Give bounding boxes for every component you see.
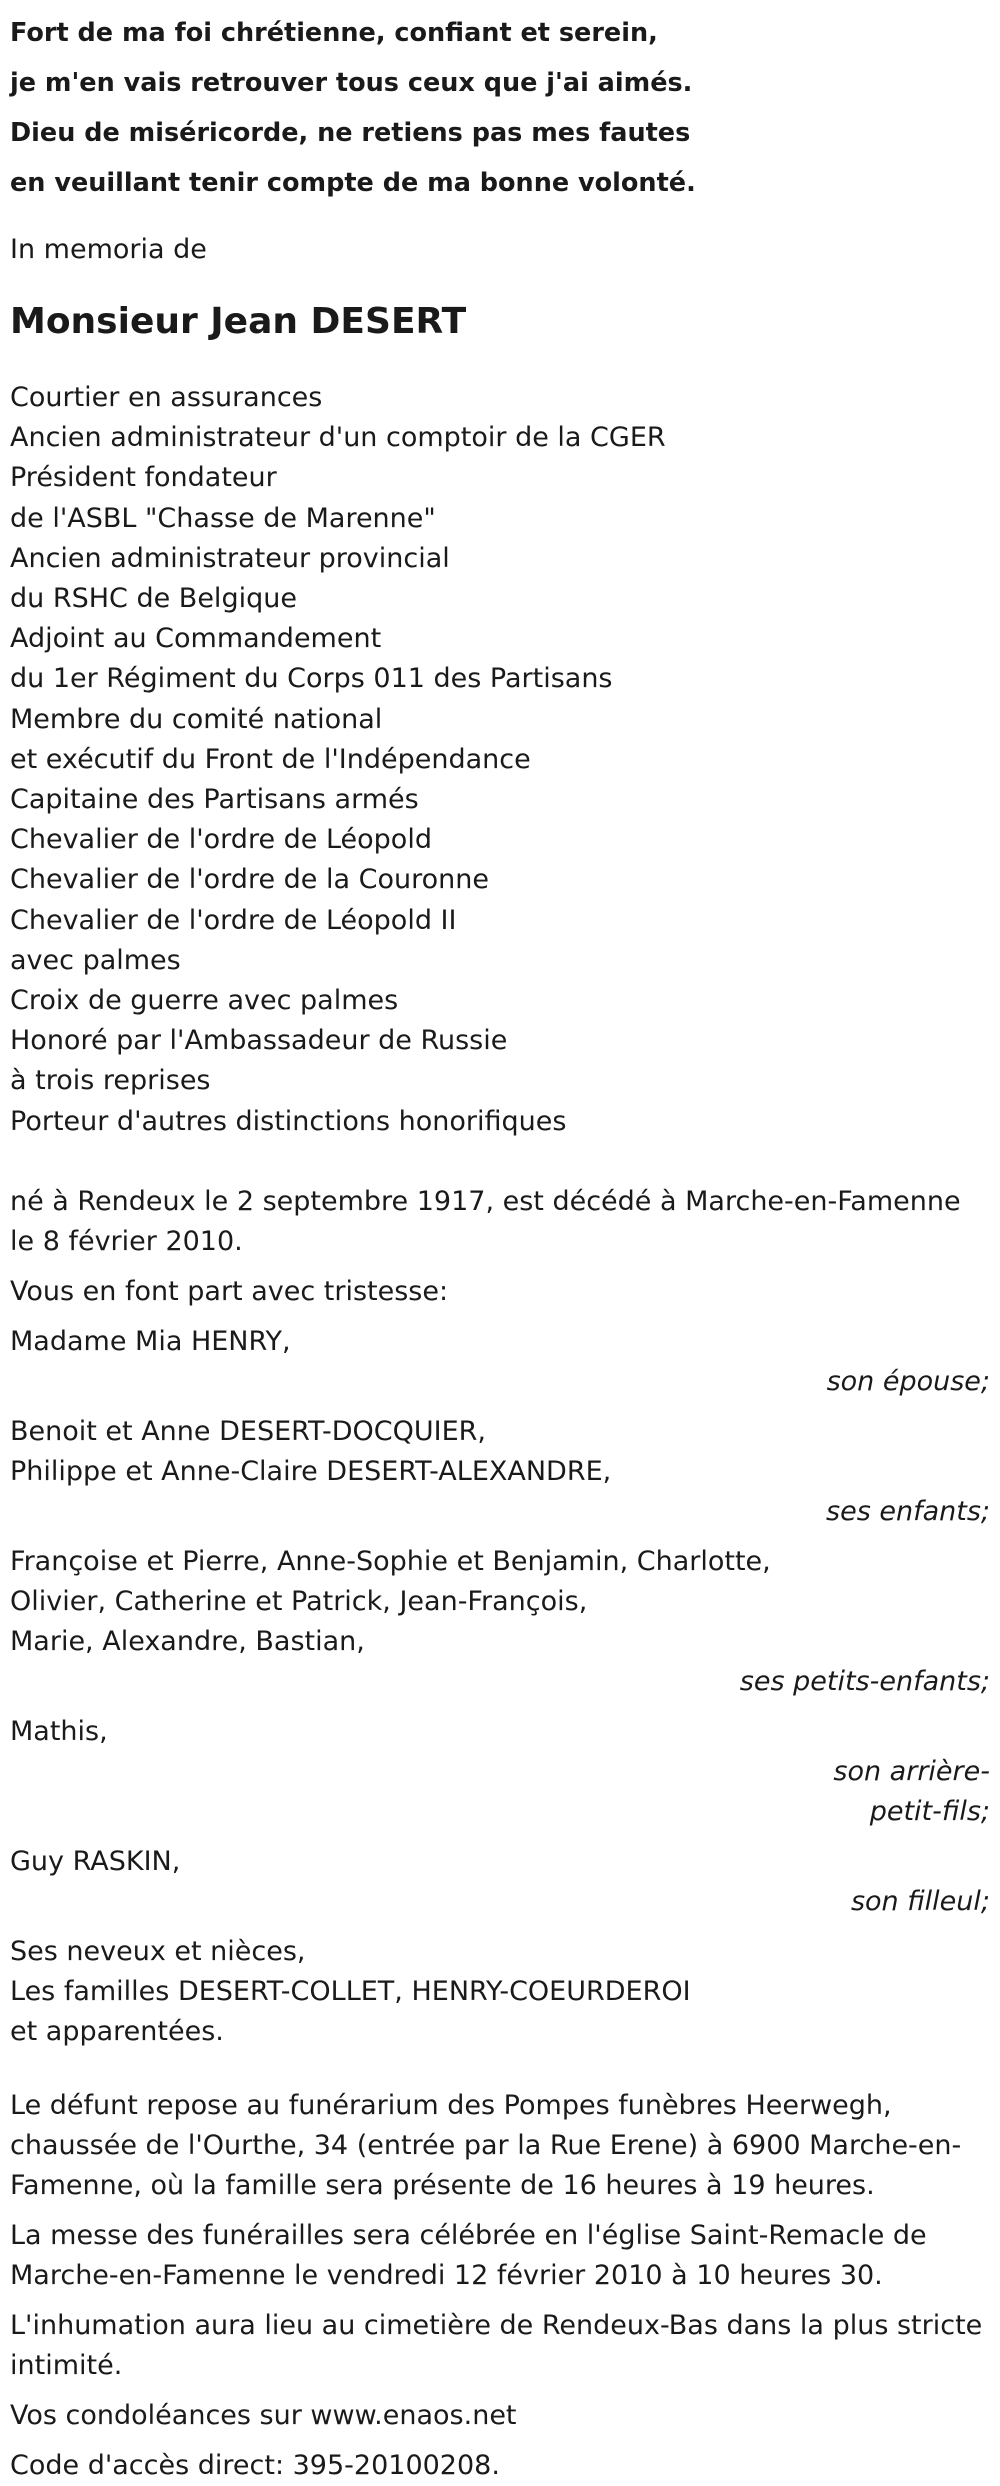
family-great-grandchild <box>10 1712 990 1832</box>
relation-label <box>10 1752 990 1832</box>
family-children <box>10 1412 990 1532</box>
condolences-line: Vos condoléances sur www.enaos.net <box>10 2399 517 2431</box>
relation-label: son épouse; <box>826 1365 990 1397</box>
announcement-text: Vous en font part avec tristesse: <box>10 1275 449 1307</box>
family-name-line: Madame Mia HENRY, <box>10 1325 291 1357</box>
title-line: Membre du comité national <box>10 703 383 735</box>
title-line: Courtier en assurances <box>10 382 323 413</box>
repose-paragraph: Le défunt repose au funérarium des Pompes funèbres Heerwegh, chaussée de l'Ourthe, 34 (entrée par la Rue Erene) à 6900 Marche-en-Famenne, où la famille sera présente de 16 heures à 19 heures. <box>10 2089 962 2201</box>
title-line: du 1er Régiment du Corps 011 des Partisans <box>10 663 613 695</box>
access-code-line: Code d'accès direct: 395-20100208. <box>10 2449 500 2481</box>
title-line: à trois reprises <box>10 1065 211 1097</box>
title-line: Ancien administrateur provincial <box>10 542 450 574</box>
title-line: du RSHC de Belgique <box>10 583 297 615</box>
family-name-line: Ses neveux et nièces, <box>10 1935 306 1967</box>
relation-label: son filleul; <box>850 1885 990 1917</box>
announcement <box>10 1272 990 1312</box>
family-name-line: Philippe et Anne-Claire DESERT-ALEXANDRE, <box>10 1455 612 1487</box>
family-name-line: Olivier, Catherine et Patrick, Jean-François, <box>10 1585 588 1617</box>
title-line: Croix de guerre avec palmes <box>10 985 399 1017</box>
family-name-line: Benoit et Anne DESERT-DOCQUIER, <box>10 1415 486 1447</box>
family-name-line: Marie, Alexandre, Bastian, <box>10 1625 365 1657</box>
family-name-line: et apparentées. <box>10 2015 224 2047</box>
epitaph-line: je m'en vais retrouver tous ceux que j'ai aimés. <box>10 68 693 98</box>
epitaph <box>10 8 990 208</box>
deceased-name: Monsieur Jean DESERT <box>10 301 467 342</box>
family-spouse <box>10 1322 990 1402</box>
relation-label: ses petits-enfants; <box>739 1665 990 1697</box>
family-others <box>10 1932 990 2052</box>
title-line: Président fondateur <box>10 462 277 494</box>
birth-death-statement: né à Rendeux le 2 septembre 1917, est décédé à Marche-en-Famenne le 8 février 2010. <box>10 1185 961 1257</box>
family-name-line: Françoise et Pierre, Anne-Sophie et Benjamin, Charlotte, <box>10 1545 771 1577</box>
epitaph-line: Dieu de miséricorde, ne retiens pas mes fautes <box>10 118 691 148</box>
title-line: Porteur d'autres distinctions honorifiques <box>10 1105 567 1137</box>
relation-label-line: son arrière- <box>833 1755 990 1787</box>
title-line: Ancien administrateur d'un comptoir de la CGER <box>10 422 666 454</box>
relation-label: ses enfants; <box>826 1495 990 1527</box>
epitaph-line: en veuillant tenir compte de ma bonne volonté. <box>10 168 696 198</box>
family-name-line: Guy RASKIN, <box>10 1845 181 1877</box>
title-line: et exécutif du Front de l'Indépendance <box>10 743 531 775</box>
title-line: avec palmes <box>10 944 181 976</box>
title-line: Chevalier de l'ordre de la Couronne <box>10 864 489 896</box>
title-line: Honoré par l'Ambassadeur de Russie <box>10 1025 508 1057</box>
family-grandchildren <box>10 1542 990 1702</box>
family-name-line: Les familles DESERT-COLLET, HENRY-COEURDEROI <box>10 1975 691 2007</box>
title-line: Chevalier de l'ordre de Léopold <box>10 824 432 856</box>
title-line: Adjoint au Commandement <box>10 623 382 655</box>
titles-list <box>10 378 990 1142</box>
title-line: de l'ASBL "Chasse de Marenne" <box>10 502 436 534</box>
mass-paragraph: La messe des funérailles sera célébrée en l'église Saint-Remacle de Marche-en-Famenne le vendredi 12 février 2010 à 10 heures 30. <box>10 2219 927 2291</box>
family-godson <box>10 1842 990 1922</box>
title-line: Chevalier de l'ordre de Léopold II <box>10 904 457 936</box>
burial-paragraph: L'inhumation aura lieu au cimetière de Rendeux-Bas dans la plus stricte intimité. <box>10 2309 983 2381</box>
family-name-line: Mathis, <box>10 1715 108 1747</box>
title-line: Capitaine des Partisans armés <box>10 784 419 816</box>
funeral-info <box>10 2086 990 2486</box>
obituary-page <box>0 8 1000 2486</box>
memoria-label: In memoria de <box>10 234 207 265</box>
epitaph-line: Fort de ma foi chrétienne, confiant et serein, <box>10 18 658 48</box>
relation-label-line: petit-fils; <box>869 1795 990 1827</box>
